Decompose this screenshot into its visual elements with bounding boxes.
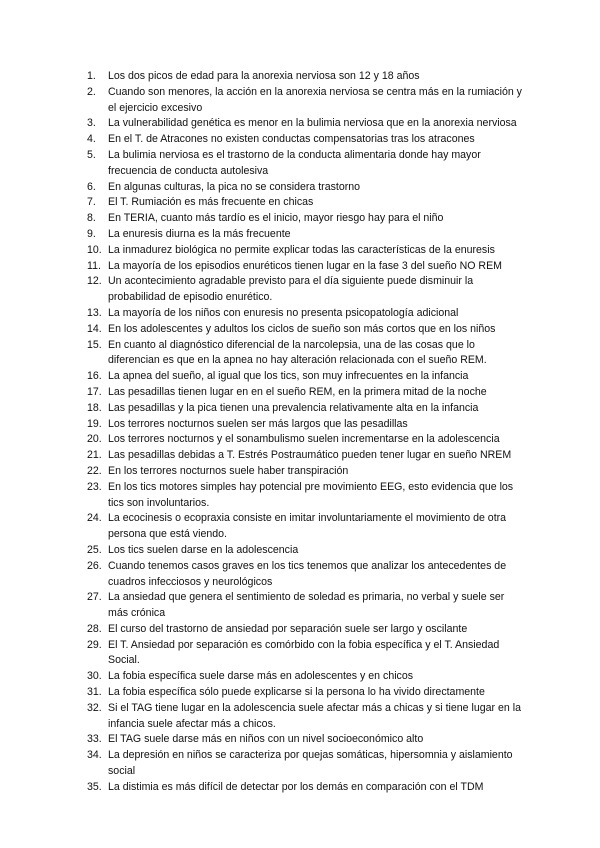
item-text: En TERIA, cuanto más tardío es el inicio, mayor riesgo hay para el niño (108, 212, 444, 225)
list-item (87, 590, 527, 622)
item-number: 11. (87, 259, 101, 272)
item-text: El T. Rumiación es más frecuente en chicas (108, 196, 314, 209)
list-item (87, 274, 527, 306)
item-text: En los adolescentes y adultos los ciclos de sueño son más cortos que en los niños (108, 322, 496, 335)
list-item (87, 85, 527, 117)
list-item (87, 116, 527, 132)
item-text: Cuando son menores, la acción en la anorexia nerviosa se centra más en la rumiación y el ejercicio excesivo (108, 85, 522, 114)
item-number: 26. (87, 559, 102, 572)
item-number: 30. (87, 670, 102, 683)
item-text: La ansiedad que genera el sentimiento de soledad es primaria, no verbal y suele ser más crónica (108, 591, 505, 620)
item-number: 28. (87, 622, 102, 635)
list-item (87, 369, 527, 385)
item-number: 17. (87, 385, 102, 398)
item-number: 27. (87, 591, 102, 604)
list-item (87, 780, 527, 796)
item-text: La inmadurez biológica no permite explicar todas las características de la enuresis (108, 243, 495, 256)
item-text: La fobia específica sólo puede explicarse si la persona lo ha vivido directamente (108, 686, 485, 699)
item-text: La enuresis diurna es la más frecuente (108, 227, 291, 240)
item-text: Las pesadillas tienen lugar en en el sueño REM, en la primera mitad de la noche (108, 385, 487, 398)
item-text: Las pesadillas y la pica tienen una prevalencia relativamente alta en la infancia (108, 401, 479, 414)
item-number: 25. (87, 543, 102, 556)
item-text: Los tics suelen darse en la adolescencia (108, 543, 299, 556)
list-item (87, 543, 527, 559)
list-item (87, 227, 527, 243)
item-number: 5. (87, 148, 96, 161)
item-text: En los tics motores simples hay potencial pre movimiento EEG, esto evidencia que los tics son involuntarios. (108, 480, 514, 509)
item-text: En algunas culturas, la pica no se considera trastorno (108, 180, 361, 193)
list-item (87, 338, 527, 370)
item-text: La depresión en niños se caracteriza por quejas somáticas, hipersomnia y aislamiento social (108, 749, 513, 778)
list-item (87, 701, 527, 733)
item-text: La bulimia nerviosa es el trastorno de la conducta alimentaria donde hay mayor frecuencia de conducta autolesiva (108, 148, 481, 177)
list-item (87, 385, 527, 401)
list-item (87, 669, 527, 685)
item-number: 33. (87, 733, 102, 746)
item-number: 4. (87, 133, 96, 146)
item-number: 7. (87, 196, 96, 209)
item-number: 19. (87, 417, 102, 430)
item-text: La distimia es más difícil de detectar por los demás en comparación con el TDM (108, 780, 484, 793)
item-text: Los terrores nocturnos suelen ser más largos que las pesadillas (108, 417, 408, 430)
item-number: 12. (87, 275, 102, 288)
item-text: Las pesadillas debidas a T. Estrés Postraumático pueden tener lugar en sueño NREM (108, 449, 512, 462)
item-number: 24. (87, 512, 102, 525)
list-item (87, 559, 527, 591)
item-text: Un acontecimiento agradable previsto para el día siguiente puede disminuir la probabilidad de episodio enurético. (108, 275, 474, 304)
item-number: 20. (87, 433, 102, 446)
list-item (87, 748, 527, 780)
list-item (87, 732, 527, 748)
list-item (87, 638, 527, 670)
list-item (87, 195, 527, 211)
item-text: En los terrores nocturnos suele haber transpiración (108, 464, 349, 477)
item-number: 22. (87, 464, 102, 477)
item-number: 29. (87, 638, 102, 651)
item-text: El curso del trastorno de ansiedad por separación suele ser largo y oscilante (108, 622, 468, 635)
item-number: 21. (87, 449, 102, 462)
list-item (87, 148, 527, 180)
list-item (87, 180, 527, 196)
list-item (87, 259, 527, 275)
item-text: La vulnerabilidad genética es menor en la bulimia nerviosa que en la anorexia nerviosa (108, 117, 517, 130)
item-text: En cuanto al diagnóstico diferencial de la narcolepsia, una de las cosas que lo diferencian es que en la apnea no hay alteración relacionada con el sueño REM. (108, 338, 487, 367)
item-number: 23. (87, 480, 102, 493)
item-text: El TAG suele darse más en niños con un nivel socioeconómico alto (108, 733, 424, 746)
list-item (87, 432, 527, 448)
list-item (87, 132, 527, 148)
item-number: 32. (87, 701, 102, 714)
item-number: 8. (87, 212, 96, 225)
item-number: 6. (87, 180, 96, 193)
item-text: Los terrores nocturnos y el sonambulismo suelen incrementarse en la adolescencia (108, 433, 500, 446)
item-number: 16. (87, 370, 102, 383)
item-number: 15. (87, 338, 102, 351)
list-item (87, 685, 527, 701)
item-text: Si el TAG tiene lugar en la adolescencia suele afectar más a chicas y si tiene lugar en la infancia suele afectar más a chicos. (108, 701, 521, 730)
statement-list (87, 69, 527, 796)
list-item (87, 448, 527, 464)
item-text: El T. Ansiedad por separación es comórbido con la fobia específica y el T. Ansiedad Social. (108, 638, 500, 667)
item-number: 2. (87, 85, 96, 98)
list-item (87, 511, 527, 543)
list-item (87, 464, 527, 480)
list-item (87, 480, 527, 512)
item-number: 34. (87, 749, 102, 762)
item-text: Los dos picos de edad para la anorexia nerviosa son 12 y 18 años (108, 70, 420, 82)
item-number: 31. (87, 686, 102, 699)
item-number: 13. (87, 306, 102, 319)
item-number: 14. (87, 322, 102, 335)
list-item (87, 211, 527, 227)
item-text: La apnea del sueño, al igual que los tics, son muy infrecuentes en la infancia (108, 370, 469, 383)
item-number: 35. (87, 780, 102, 793)
item-text: La ecocinesis o ecopraxia consiste en imitar involuntariamente el movimiento de otra persona que está viendo. (108, 512, 507, 541)
list-item (87, 322, 527, 338)
list-item (87, 622, 527, 638)
item-text: En el T. de Atracones no existen conductas compensatorias tras los atracones (108, 133, 475, 146)
list-item (87, 69, 527, 85)
item-text: Cuando tenemos casos graves en los tics tenemos que analizar los antecedentes de cuadros infecciosos y neurológicos (108, 559, 507, 588)
item-text: La fobia específica suele darse más en adolescentes y en chicos (108, 670, 414, 683)
item-text: La mayoría de los episodios enuréticos tienen lugar en la fase 3 del sueño NO REM (108, 259, 502, 272)
item-number: 3. (87, 117, 96, 130)
list-item (87, 401, 527, 417)
list-item (87, 306, 527, 322)
item-number: 18. (87, 401, 102, 414)
item-number: 9. (87, 227, 96, 240)
item-number: 10. (87, 243, 102, 256)
list-item (87, 243, 527, 259)
list-item (87, 417, 527, 433)
item-text: La mayoría de los niños con enuresis no presenta psicopatología adicional (108, 306, 459, 319)
item-number: 1. (87, 70, 96, 82)
